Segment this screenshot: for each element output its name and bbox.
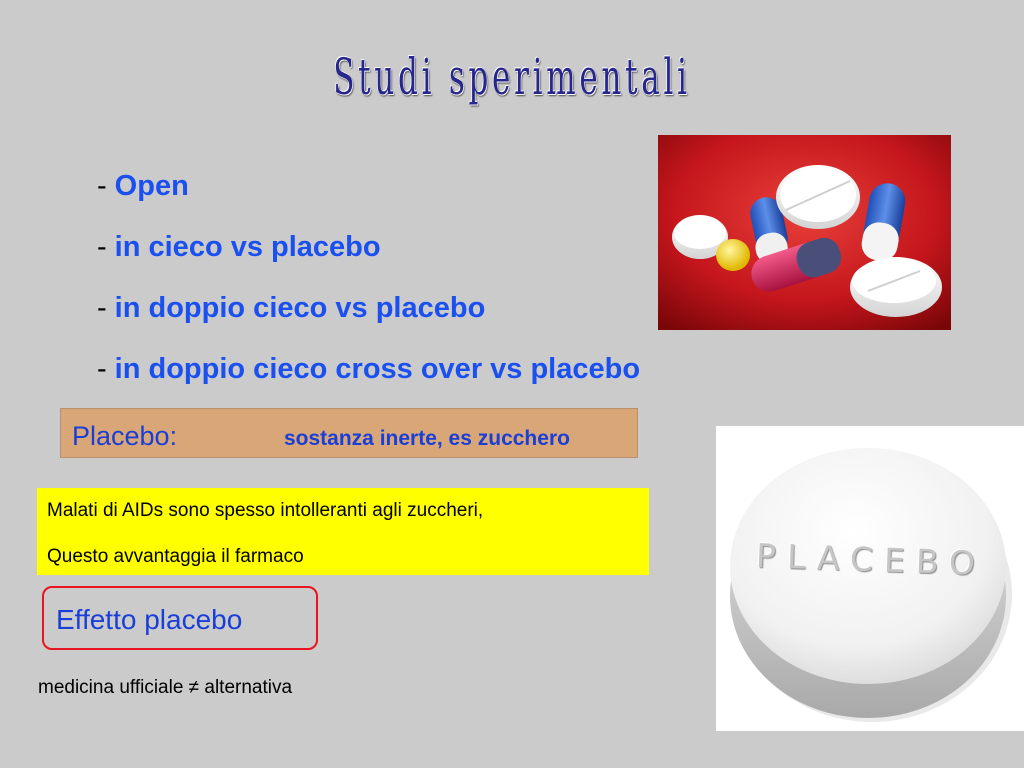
placebo-label: Placebo: bbox=[72, 421, 178, 451]
aids-note-box bbox=[37, 488, 649, 575]
bullet-dash: - bbox=[97, 353, 107, 385]
bullet-dash: - bbox=[97, 292, 107, 324]
placebo-description: sostanza inerte, es zucchero bbox=[284, 427, 570, 450]
bullet-text: in doppio cieco vs placebo bbox=[114, 292, 486, 324]
bullet-list bbox=[97, 166, 640, 410]
pills-photo bbox=[658, 135, 951, 330]
bullet-dash: - bbox=[97, 170, 107, 202]
placebo-definition-box bbox=[60, 408, 638, 458]
bullet-item bbox=[97, 227, 640, 288]
aids-note-line: Questo avvantaggia il farmaco bbox=[47, 546, 304, 567]
slide-title: Studi sperimentali bbox=[333, 48, 691, 106]
bullet-item bbox=[97, 349, 640, 410]
bullet-item bbox=[97, 166, 640, 227]
bullet-text: in doppio cieco cross over vs placebo bbox=[114, 353, 641, 385]
effetto-placebo-text: Effetto placebo bbox=[56, 604, 243, 635]
placebo-tablet-engraving: PLACEBO bbox=[755, 535, 987, 584]
aids-note-line: Malati di AIDs sono spesso intolleranti agli zuccheri, bbox=[47, 500, 484, 521]
bullet-text: in cieco vs placebo bbox=[114, 231, 381, 263]
effetto-placebo-box bbox=[42, 586, 318, 650]
bullet-item bbox=[97, 288, 640, 349]
ball-yellow bbox=[716, 239, 750, 271]
bullet-text: Open bbox=[114, 170, 189, 202]
bullet-dash: - bbox=[97, 231, 107, 263]
placebo-tablet-photo bbox=[716, 426, 1024, 731]
medicina-text: medicina ufficiale ≠ alternativa bbox=[38, 677, 293, 698]
